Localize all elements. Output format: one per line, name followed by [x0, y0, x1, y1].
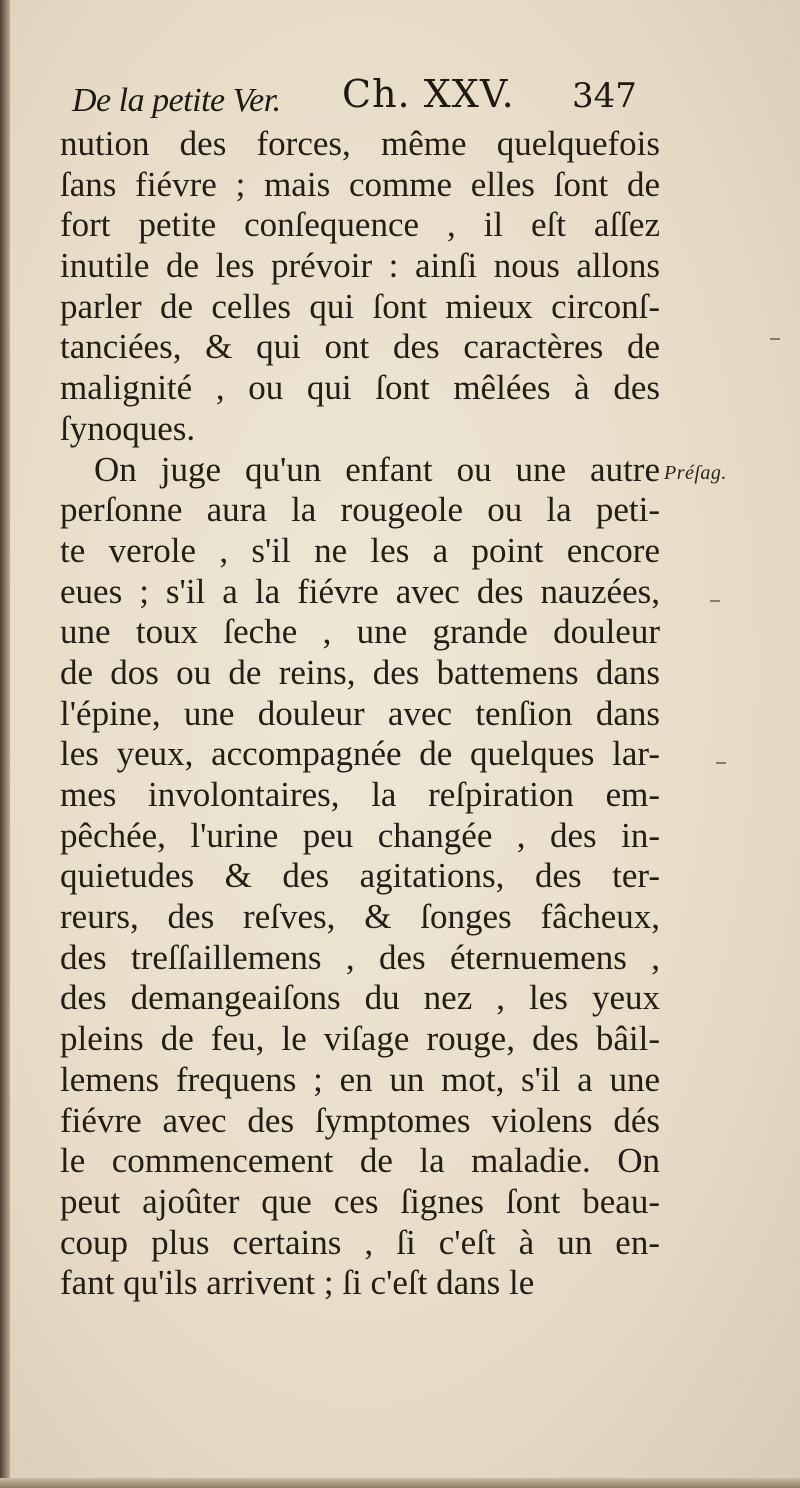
text-line: fiévre avec des ſymptomes violens dés [60, 1100, 660, 1140]
text-line: perſonne aura la rougeole ou la peti- [60, 490, 660, 530]
margin-dash-mark [716, 762, 726, 764]
text-line: coup plus certains , ſi c'eſt à un en- [60, 1222, 660, 1262]
text-line: pleins de feu, le viſage rouge, des bâil- [60, 1019, 660, 1059]
page-number: 347 [572, 76, 637, 116]
page-bottom-edge [0, 1478, 800, 1488]
text-line: quietudes & des agitations, des ter- [60, 856, 660, 896]
text-line: malignité , ou qui ſont mêlées à des [60, 368, 660, 408]
margin-dash-mark [770, 338, 780, 340]
text-line: fort petite conſequence , il eſt aſſez [60, 205, 660, 245]
margin-dash-mark [710, 600, 720, 602]
text-line: peut ajoûter que ces ſignes ſont beau- [60, 1181, 660, 1221]
text-line: te verole , s'il ne les a point encore [60, 530, 660, 570]
text-line: lemens frequens ; en un mot, s'il a une [60, 1059, 660, 1099]
text-line: l'épine, une douleur avec tenſion dans [60, 693, 660, 733]
body-text [60, 124, 660, 1304]
text-line: des demangeaiſons du nez , les yeux [60, 978, 660, 1018]
text-line: eues ; s'il a la fiévre avec des nauzées, [60, 571, 660, 611]
text-line: inutile de les prévoir : ainſi nous allons [60, 246, 660, 286]
text-line: nution des forces, même quelquefois [60, 124, 660, 163]
text-line: une toux ſeche , une grande douleur [60, 612, 660, 652]
running-title: De la petite Ver. [72, 82, 281, 119]
margin-note: Préſag. [664, 462, 727, 484]
text-line: fant qu'ils arrivent ; ſi c'eſt dans le [60, 1263, 535, 1303]
text-line: de dos ou de reins, des battemens dans [60, 652, 660, 692]
text-line: le commencement de la maladie. On [60, 1141, 660, 1181]
text-line: ſynoques. [60, 408, 196, 448]
text-line: tanciées, & qui ont des caractères de [60, 327, 660, 367]
text-line: les yeux, accompagnée de quelques lar- [60, 734, 660, 774]
text-line: des treſſaillemens , des éternuemens , [60, 937, 660, 977]
page-header [72, 72, 652, 120]
page-left-edge [0, 0, 10, 1488]
text-line: parler de celles qui ſont mieux circonſ- [60, 286, 660, 326]
text-line: reurs, des reſves, & ſonges fâcheux, [60, 897, 660, 937]
text-line: ſans fiévre ; mais comme elles ſont de [60, 164, 660, 204]
text-line: mes involontaires, la reſpiration em- [60, 775, 660, 814]
chapter-heading: Ch. XXV. [342, 72, 515, 116]
text-line: On juge qu'un enfant ou une autre [94, 449, 660, 489]
text-line: pêchée, l'urine peu changée , des in- [60, 815, 660, 855]
